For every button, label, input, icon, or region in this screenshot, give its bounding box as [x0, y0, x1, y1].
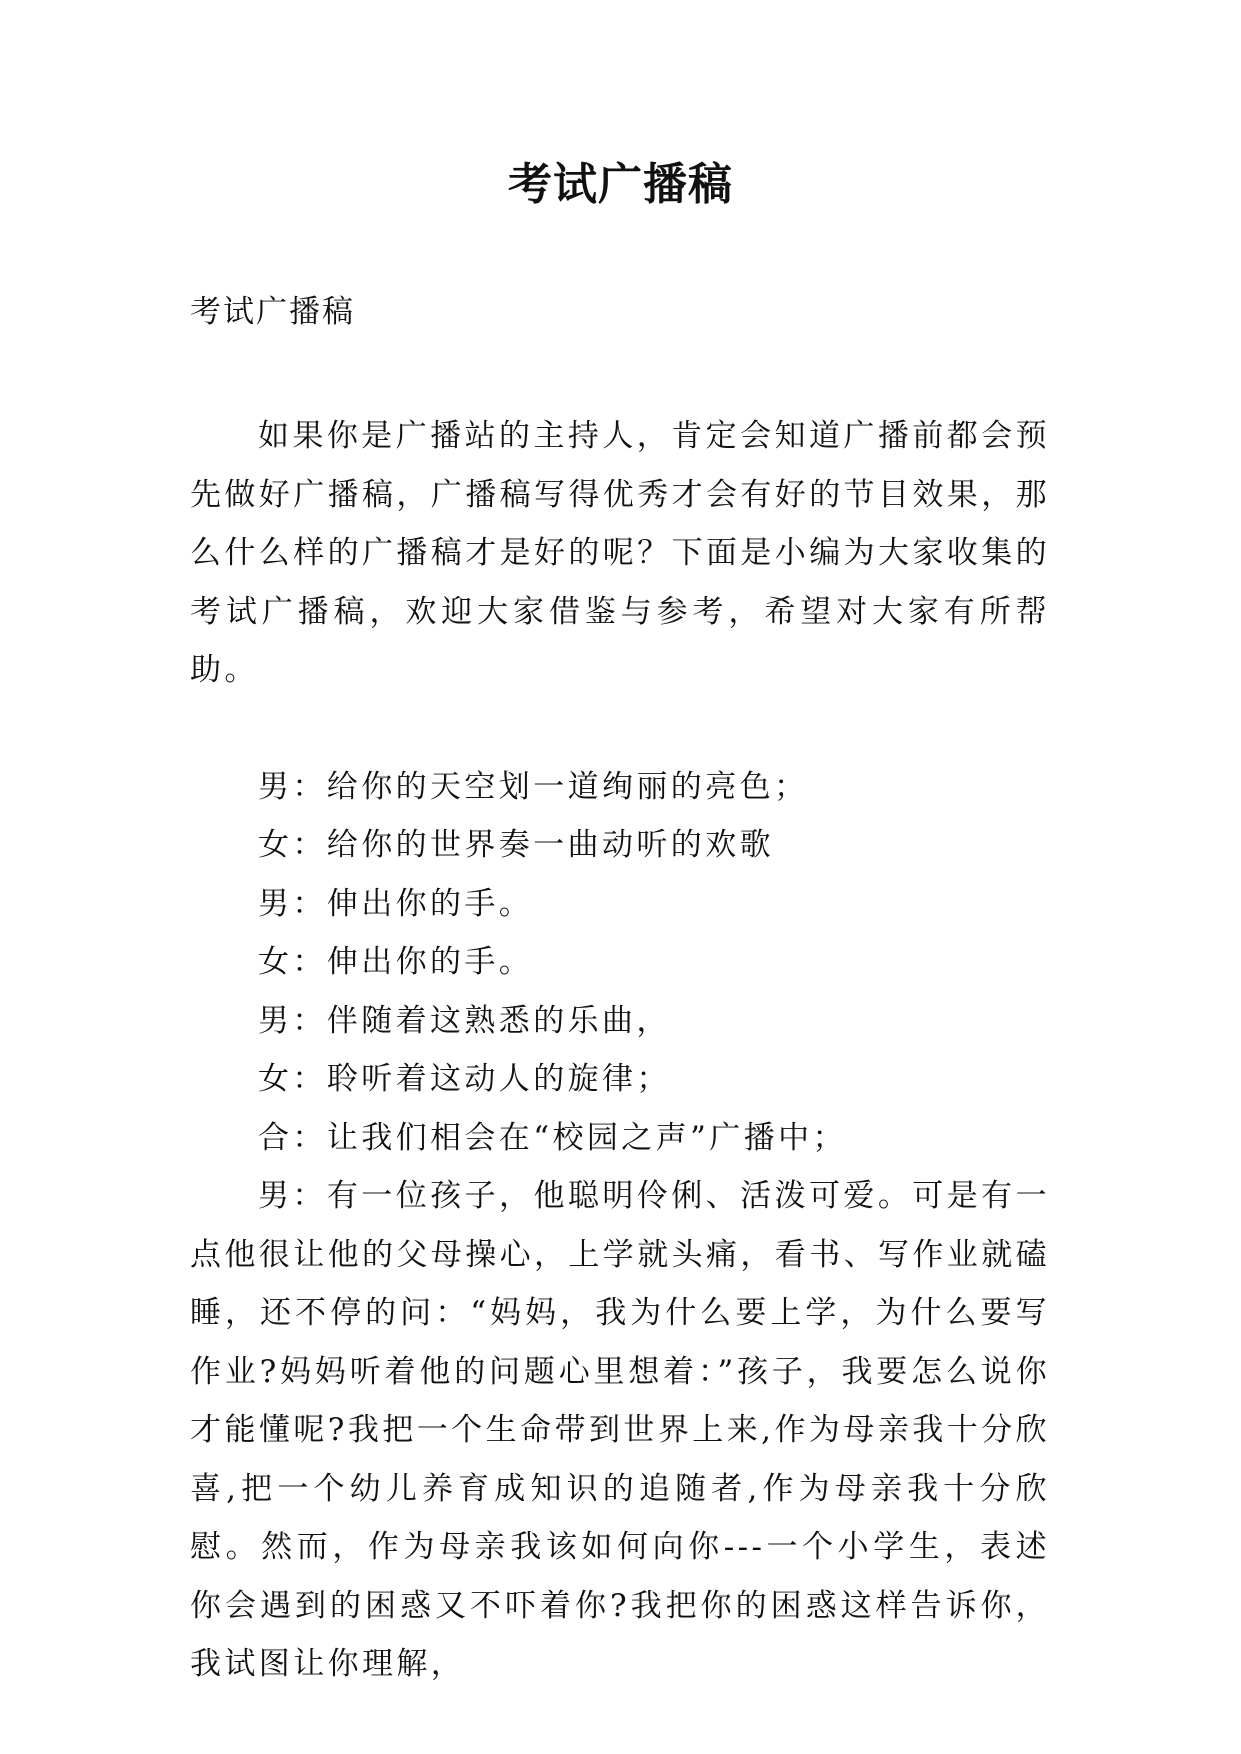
dialogue-line: 男：给你的天空划一道绚丽的亮色；	[258, 768, 809, 805]
dialogue-line: 女：伸出你的手。	[258, 944, 534, 980]
dialogue-line: 女：聆听着这动人的旋律；	[258, 1061, 671, 1097]
dialogue-line: 男：伴随着这熟悉的乐曲，	[258, 1002, 671, 1039]
dialogue-line: 男：伸出你的手。	[258, 885, 534, 922]
dialogue-paragraph: 男：有一位孩子，他聪明伶俐、活泼可爱。可是有一点他很让他的父母操心，上学就头痛，看书、写作业就磕睡，还不停的问：“妈妈，我为什么要上学，为什么要写作业?妈妈听着他的问题心里想着：”孩子，我要怎么说你才能懂呢?我把一个生命带到世界上来,作为母亲我十分欣喜,把一个幼儿养育成知识的追随者,作为母亲我十分欣慰。然而，作为母亲我该如何向你---一个小学生，表述你会遇到的困惑又不吓着你?我把你的困惑这样告诉你，我试图让你理解，	[190, 1178, 1050, 1682]
document-subtitle: 考试广播稿	[190, 294, 355, 330]
dialogue-line: 女：给你的世界奏一曲动听的欢歌	[258, 827, 774, 863]
intro-paragraph: 如果你是广播站的主持人，肯定会知道广播前都会预先做好广播稿，广播稿写得优秀才会有好的节目效果，那么什么样的广播稿才是好的呢？下面是小编为大家收集的考试广播稿，欢迎大家借鉴与参考，希望对大家有所帮助。	[190, 418, 1050, 688]
document-body	[190, 407, 1050, 1694]
document-title: 考试广播稿	[508, 159, 733, 210]
dialogue-line: 合：让我们相会在“校园之声”广播中；	[258, 1119, 847, 1156]
